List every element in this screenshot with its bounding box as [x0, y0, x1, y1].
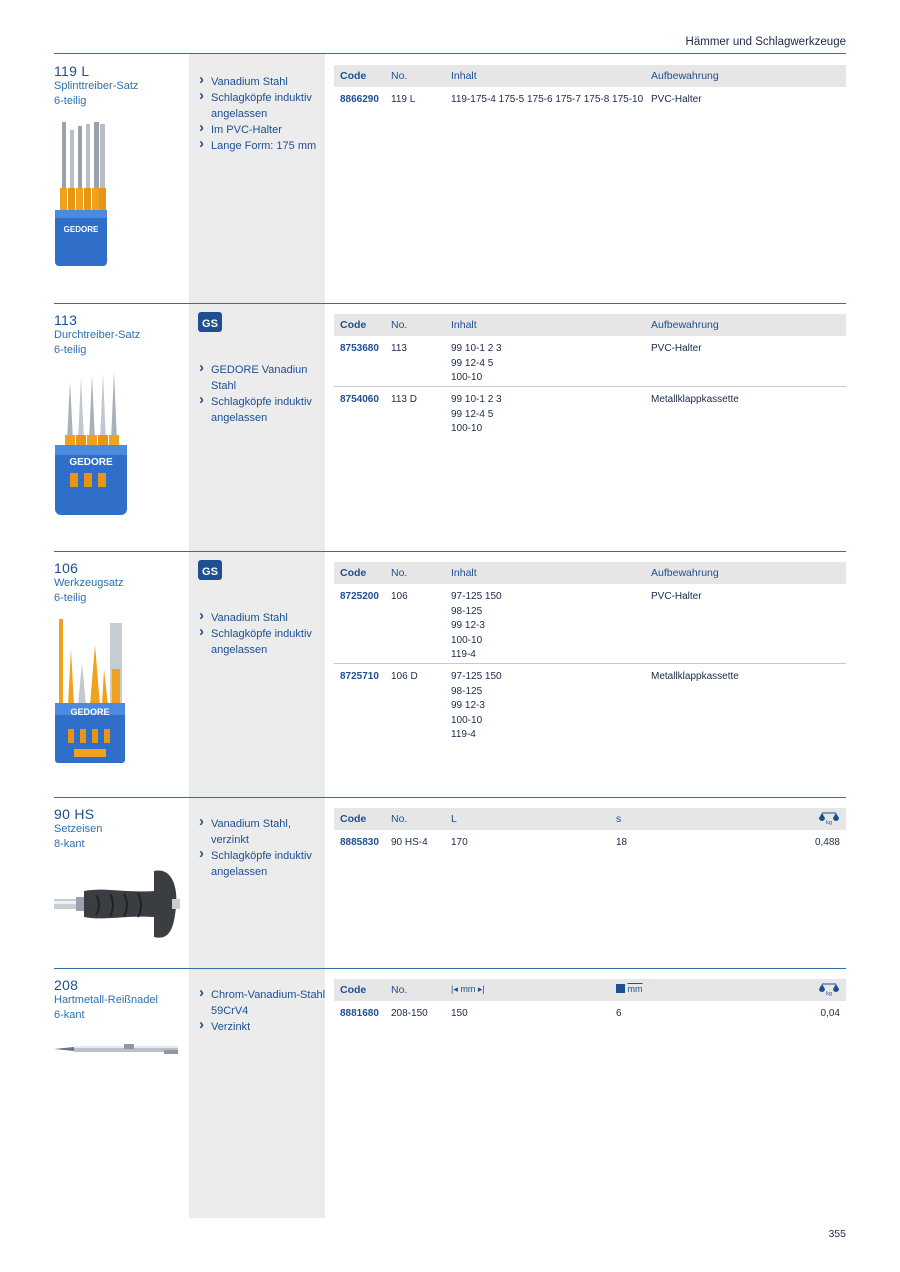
product-number: 208 [54, 977, 79, 993]
product-name: Werkzeugsatz 6-teilig [54, 577, 124, 604]
feature-item: › Chrom-Vanadium-Stahl 59CrV4 [199, 987, 329, 1019]
product-table [334, 979, 846, 1027]
product-section-113 [54, 303, 846, 551]
table-row: 8754060 113 D 99 10-1 2 3 99 12-4 5 100-10 Metallklappkassette [340, 394, 739, 434]
feature-list [199, 987, 329, 1035]
feature-item: › Vanadium Stahl [199, 610, 329, 626]
product-number: 90 HS [54, 806, 95, 822]
table-header: Code No. |◂ mm ▸| $\overline{mm}$ kg [334, 979, 846, 1001]
svg-text:GS: GS [202, 566, 218, 578]
svg-text:GEDORE: GEDORE [69, 457, 113, 468]
drift-punch-set-image [54, 371, 130, 517]
scriber-image [54, 1042, 178, 1056]
feature-item: › Schlagköpfe induktiv angelassen [199, 90, 329, 122]
section-rule [54, 551, 846, 552]
product-section-119l [54, 54, 846, 302]
svg-text:kg: kg [826, 820, 832, 825]
product-table [334, 314, 846, 438]
product-section-90hs [54, 797, 846, 968]
table-row: 8881680 208-150 150 6 0,04 [340, 1008, 840, 1019]
feature-list [199, 816, 329, 880]
feature-item: › Vanadium Stahl [199, 74, 329, 90]
product-name: Hartmetall-Reißnadel 6-kant [54, 994, 158, 1021]
section-rule [54, 303, 846, 304]
product-table [334, 808, 846, 856]
table-row: 8753680 113 99 10-1 2 3 99 12-4 5 100-10 PVC-Halter [334, 336, 846, 387]
feature-item: › Schlagköpfe induktiv angelassen [199, 848, 329, 880]
svg-text:GS: GS [202, 318, 218, 330]
section-rule [54, 968, 846, 969]
table-row: 8725200 106 97-125 150 98-125 99 12-3 100-10 119-4 PVC-Halter [334, 584, 846, 664]
gs-certification-icon [198, 312, 222, 332]
table-row: 8866290 119 L 119-175-4 175-5 175-6 175-7 175-8 175-10 PVC-Halter [340, 94, 702, 105]
product-name: Setzeisen 8-kant [54, 823, 103, 850]
table-header: Code No. Inhalt Aufbewahrung [334, 314, 846, 336]
table-row: 8885830 90 HS-4 170 18 0,488 [340, 837, 840, 848]
svg-text:GEDORE: GEDORE [70, 707, 110, 717]
feature-item: › Lange Form: 175 mm [199, 138, 329, 154]
product-number: 119 L [54, 63, 90, 79]
table-header: Code No. Inhalt Aufbewahrung [334, 65, 846, 87]
square-mm-icon: $\overline{mm}$ [616, 984, 643, 994]
weight-kg-icon [818, 983, 840, 999]
svg-text:GEDORE: GEDORE [63, 225, 99, 234]
feature-item: › Schlagköpfe induktiv angelassen [199, 626, 329, 658]
table-header: Code No. L s kg [334, 808, 846, 830]
feature-list [199, 74, 329, 154]
product-number: 113 [54, 312, 78, 328]
setting-punch-image [54, 867, 184, 941]
feature-list [199, 362, 329, 426]
svg-text:kg: kg [826, 991, 832, 996]
product-name: Durchtreiber-Satz 6-teilig [54, 329, 141, 356]
product-section-106 [54, 551, 846, 797]
table-header: Code No. Inhalt Aufbewahrung [334, 562, 846, 584]
feature-item: › Im PVC-Halter [199, 122, 329, 138]
product-number: 106 [54, 560, 79, 576]
product-section-208 [54, 968, 846, 1218]
feature-item: › Verzinkt [199, 1019, 329, 1035]
page-number: 355 [828, 1228, 846, 1240]
product-name: Splinttreiber-Satz 6-teilig [54, 80, 139, 107]
feature-list [199, 610, 329, 658]
section-rule [54, 797, 846, 798]
feature-item: › GEDORE Vanadiun Stahl [199, 362, 329, 394]
gs-certification-icon [198, 560, 222, 580]
feature-item: › Schlagköpfe induktiv angelassen [199, 394, 329, 426]
product-table [334, 562, 846, 744]
length-mm-icon: |◂ mm ▸| [451, 984, 485, 994]
page-header-title: Hämmer und Schlagwerkzeuge [685, 36, 846, 48]
feature-item: › Vanadium Stahl, verzinkt [199, 816, 329, 848]
table-row: 8725710 106 D 97-125 150 98-125 99 12-3 100-10 119-4 Metallklappkassette [340, 671, 739, 740]
splint-punch-set-image [54, 122, 114, 270]
weight-kg-icon [818, 812, 840, 828]
product-table [334, 65, 846, 113]
tool-set-image [54, 619, 126, 765]
